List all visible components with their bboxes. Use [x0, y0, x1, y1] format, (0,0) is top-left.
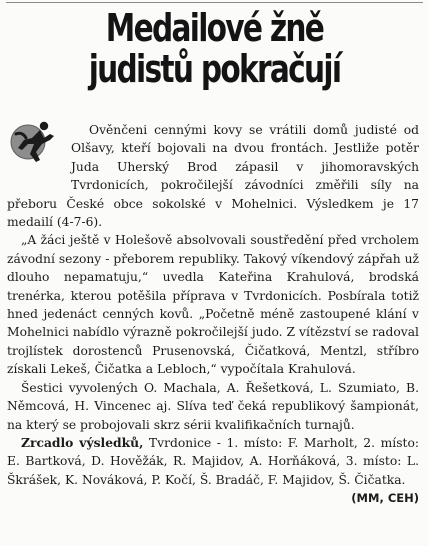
- headline-line-1: Medailové žně: [105, 6, 324, 50]
- paragraph-results: [7, 434, 419, 506]
- paragraph-qualified: Šestici vyvolených O. Machala, A. Řešetková, L. Szumiato, B. Němcová, H. Vincenec aj. Slíva teď čeká republikový šampionát, na který se probojovali skrz sérii kvalifikačních turnajů.: [7, 380, 419, 432]
- results-text: Tvrdonice - 1. místo: F. Marholt, 2. místo: E. Bartková, D. Hověžák, R. Majidov, A. Horňáková, 3. místo: L. Škrášek, K. Nováková, P. Kočí, Š. Bradáč, F. Majidov, Š. Čičatka.: [7, 435, 419, 487]
- lead-paragraph: Ověnčeni cennými kovy se vrátili domů judisté od Olšavy, kteří bojovali na dvou frontách. Jestliže potěr Juda Uherský Brod zápasil v jihomoravských Tvrdonicích, pokročilejší závodníci změřili síly na přeboru České obce sokolské v Mohelnici. Výsledkem je 17 medailí (4-7-6).: [7, 123, 419, 230]
- headline-line-2: judistů pokračují: [88, 47, 341, 91]
- article-body: [7, 121, 419, 508]
- top-rule: [6, 2, 423, 3]
- paragraph-quote: „A žáci ještě v Holešově absolvovali soustředění před vrcholem závodní sezony - přeborem republiky. Takový víkendový zápřah už dlouho nepamatuju,“ uvedla Kateřina Krahulová, brodská trenérka, kterou potěšila příprava v Tvrdonicích. Posbírala totiž hned jedenáct cenných kovů. „Početně méně zastoupené klání v Mohelnici nabídlo výrazně pokročilejší judo. Z vítězství se radoval trojlístek dorostenců Prusenovská, Čičatková, Mentzl, stříbro získali Lekeš, Čičatka a Lebloch,“ vypočítala Krahulová.: [7, 233, 419, 377]
- headline: [47, 8, 382, 90]
- author-credit: (MM, CEH): [351, 491, 419, 506]
- results-heading: Zrcadlo výsledků,: [21, 434, 144, 450]
